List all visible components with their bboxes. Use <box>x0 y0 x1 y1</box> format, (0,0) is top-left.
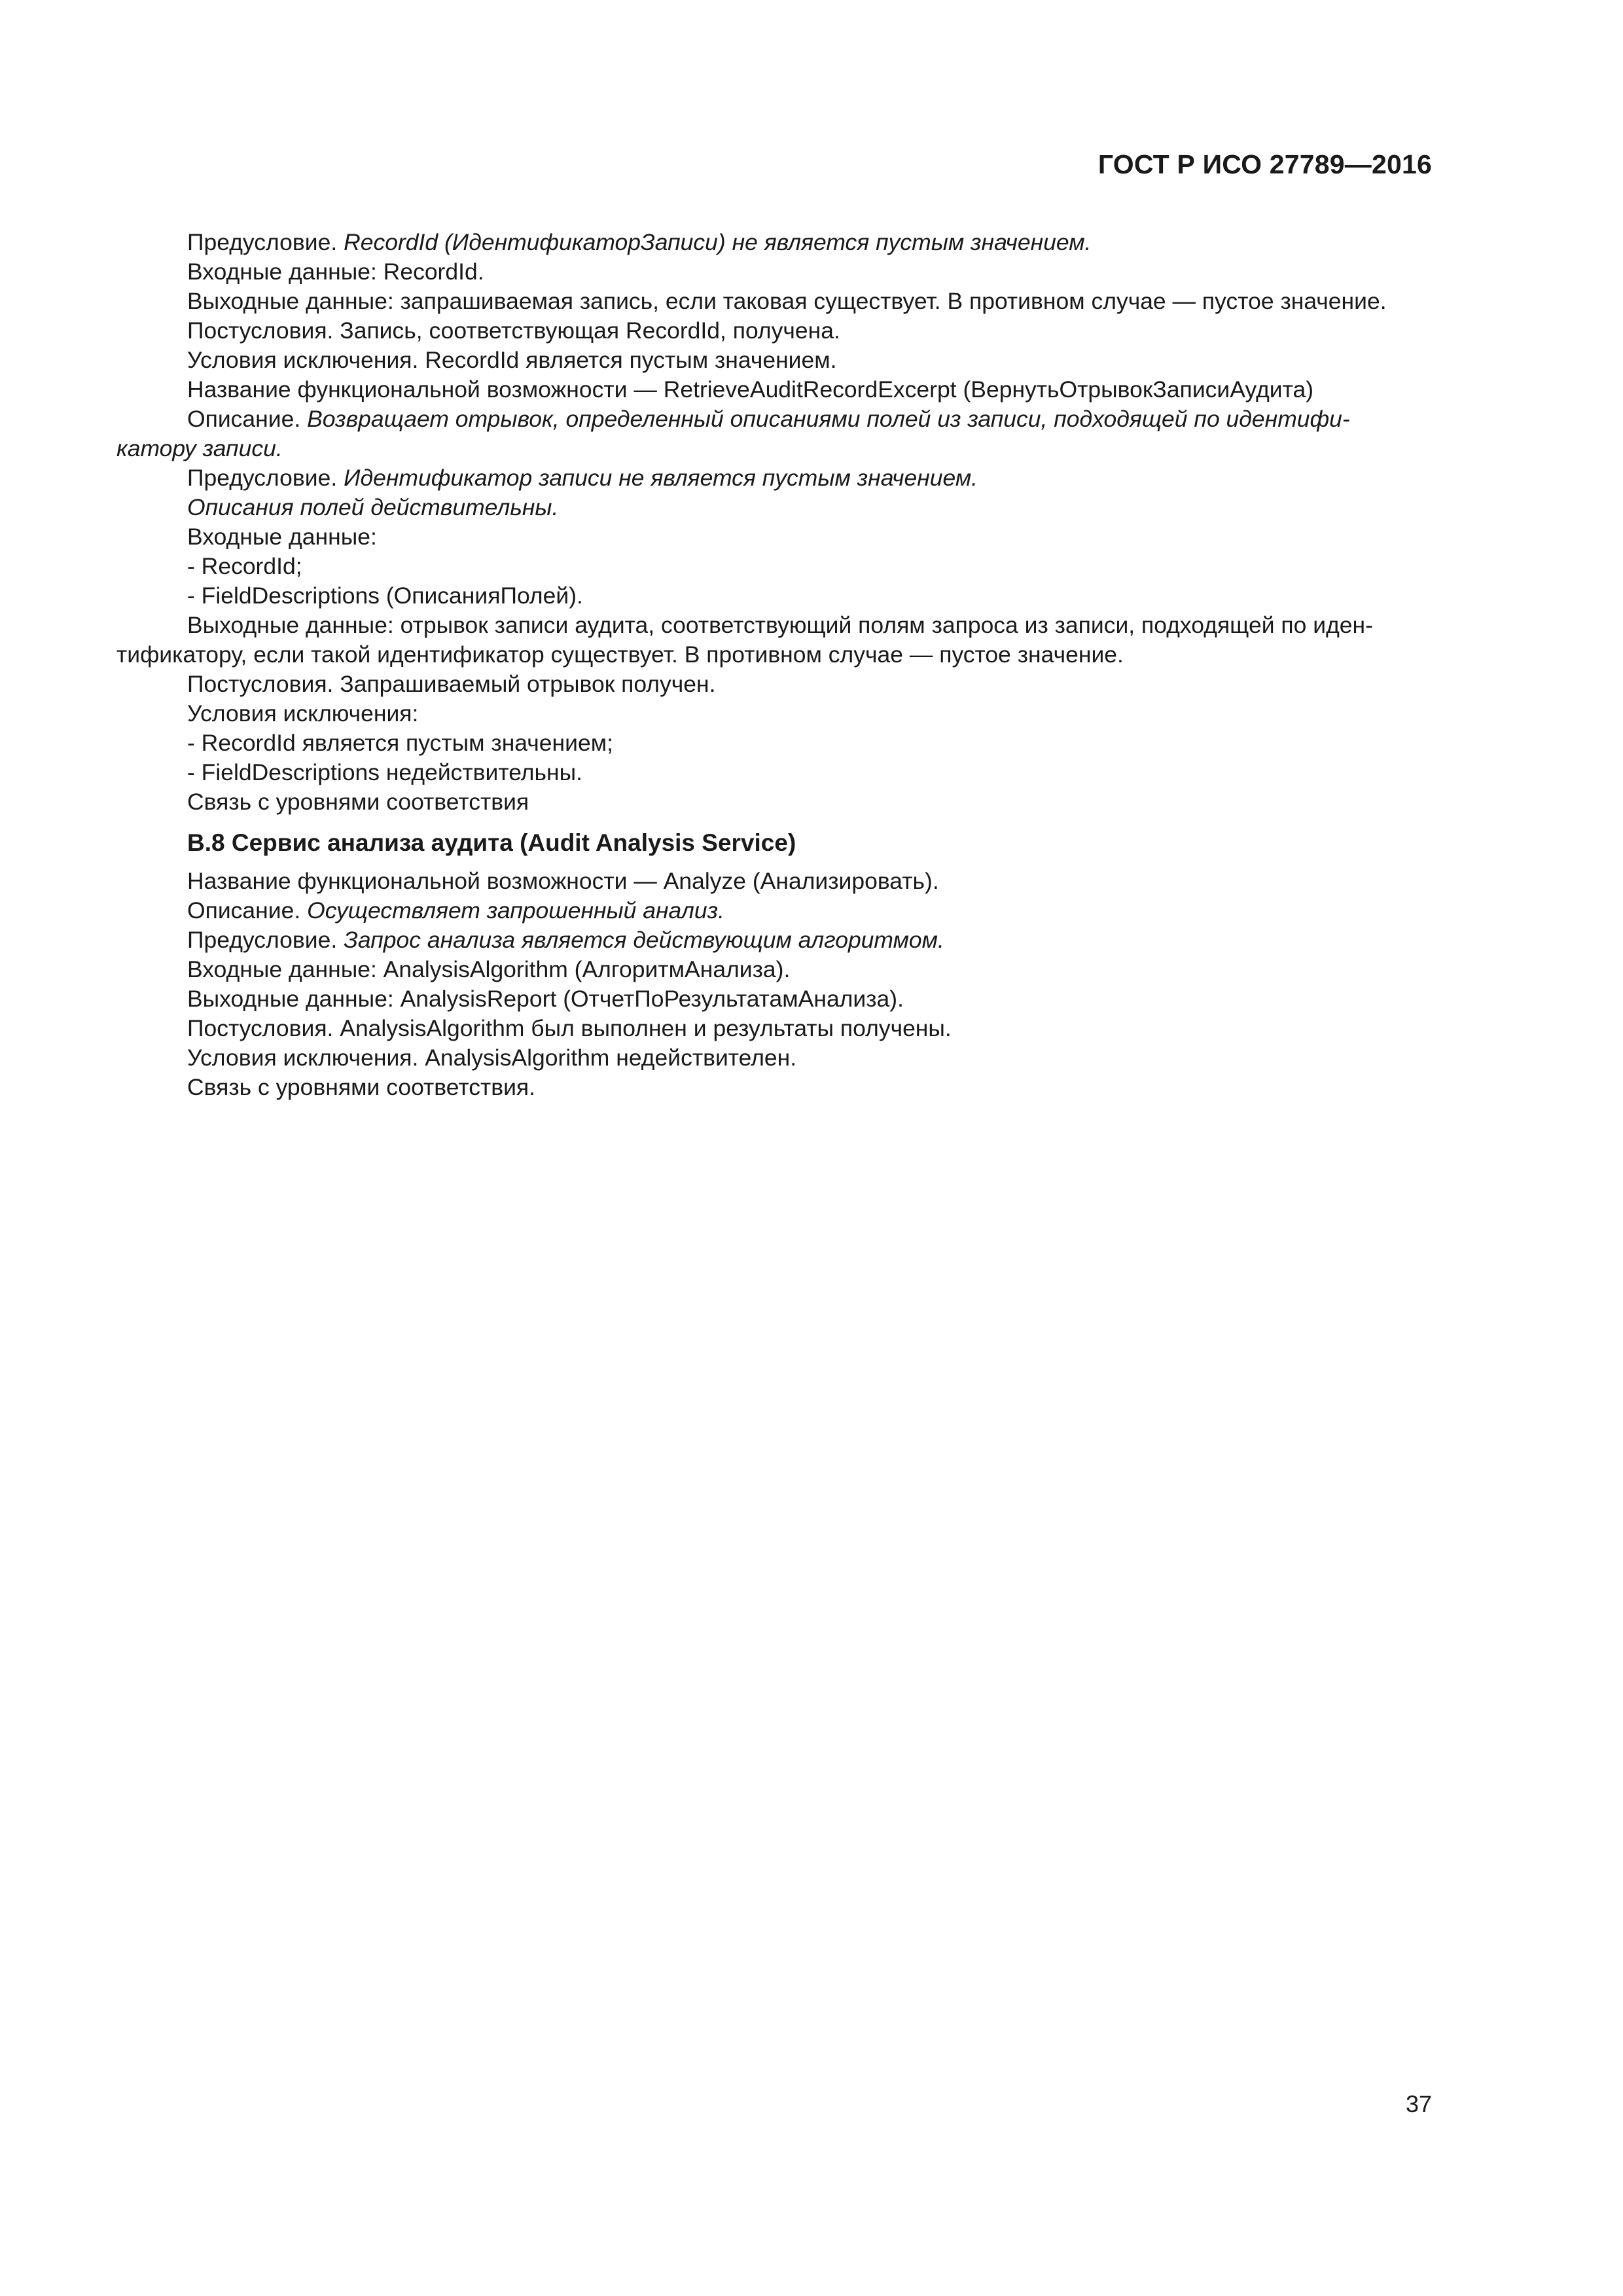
precondition-line <box>116 228 1432 257</box>
precondition-line <box>116 463 1432 493</box>
conformance-line: Связь с уровнями соответствия. <box>187 1074 535 1100</box>
exceptions-label: Условия исключения: <box>187 700 419 726</box>
input-line: Входные данные: RecordId. <box>187 259 484 285</box>
section-title: B.8 Сервис анализа аудита (Audit Analysis Service) <box>187 829 796 856</box>
postconditions-line: Постусловия. AnalysisAlgorithm был выполнен и результаты получены. <box>187 1015 952 1041</box>
description-line <box>116 896 1432 925</box>
description-continuation: катору записи. <box>116 435 283 461</box>
input-item: - RecordId; <box>187 553 302 579</box>
precondition-text: Запрос анализа является действующим алгоритмом. <box>344 927 944 953</box>
output-line: Выходные данные: AnalysisReport (ОтчетПоРезультатамАнализа). <box>187 986 904 1012</box>
input-item: - FieldDescriptions (ОписанияПолей). <box>187 583 583 609</box>
description-label: Описание. <box>187 897 301 924</box>
description-line <box>116 404 1432 434</box>
description-text: Возвращает отрывок, определенный описаниями полей из записи, подходящей по идентифи- <box>307 406 1350 432</box>
precondition-line <box>116 925 1432 955</box>
exception-item: - FieldDescriptions недействительны. <box>187 759 582 785</box>
output-line: Выходные данные: отрывок записи аудита, соответствующий полям запроса из записи, подходящей по иден- <box>187 612 1373 638</box>
conformance-line: Связь с уровнями соответствия <box>187 789 529 815</box>
postconditions-line: Постусловия. Запрашиваемый отрывок получен. <box>187 671 716 697</box>
precondition-text: RecordId (ИдентификаторЗаписи) не является пустым значением. <box>344 229 1092 255</box>
precondition-text-2: Описания полей действительны. <box>187 494 559 520</box>
precondition-text: Идентификатор записи не является пустым значением. <box>344 465 978 491</box>
exceptions-line: Условия исключения. RecordId является пустым значением. <box>187 347 837 373</box>
description-text: Осуществляет запрошенный анализ. <box>307 897 725 924</box>
input-line: Входные данные: AnalysisAlgorithm (АлгоритмАнализа). <box>187 956 791 982</box>
document-code-header: ГОСТ Р ИСО 27789—2016 <box>1097 149 1432 179</box>
precondition-label: Предусловие. <box>187 927 338 953</box>
exception-item: - RecordId является пустым значением; <box>187 730 613 756</box>
input-label: Входные данные: <box>187 524 377 550</box>
output-line: Выходные данные: запрашиваемая запись, если таковая существует. В противном случае — пустое значение. <box>187 288 1387 314</box>
document-body <box>116 228 1432 1102</box>
function-name-line: Название функциональной возможности — RetrieveAuditRecordExcerpt (ВернутьОтрывокЗаписиАудита) <box>187 376 1314 403</box>
description-label: Описание. <box>187 406 301 432</box>
precondition-label: Предусловие. <box>187 229 338 255</box>
page-number: 37 <box>1405 2090 1432 2117</box>
postconditions-line: Постусловия. Запись, соответствующая RecordId, получена. <box>187 317 840 344</box>
output-continuation: тификатору, если такой идентификатор существует. В противном случае — пустое значение. <box>116 641 1124 668</box>
exceptions-line: Условия исключения. AnalysisAlgorithm недействителен. <box>187 1045 797 1071</box>
function-name-line: Название функциональной возможности — Analyze (Анализировать). <box>187 868 939 894</box>
precondition-label: Предусловие. <box>187 465 338 491</box>
